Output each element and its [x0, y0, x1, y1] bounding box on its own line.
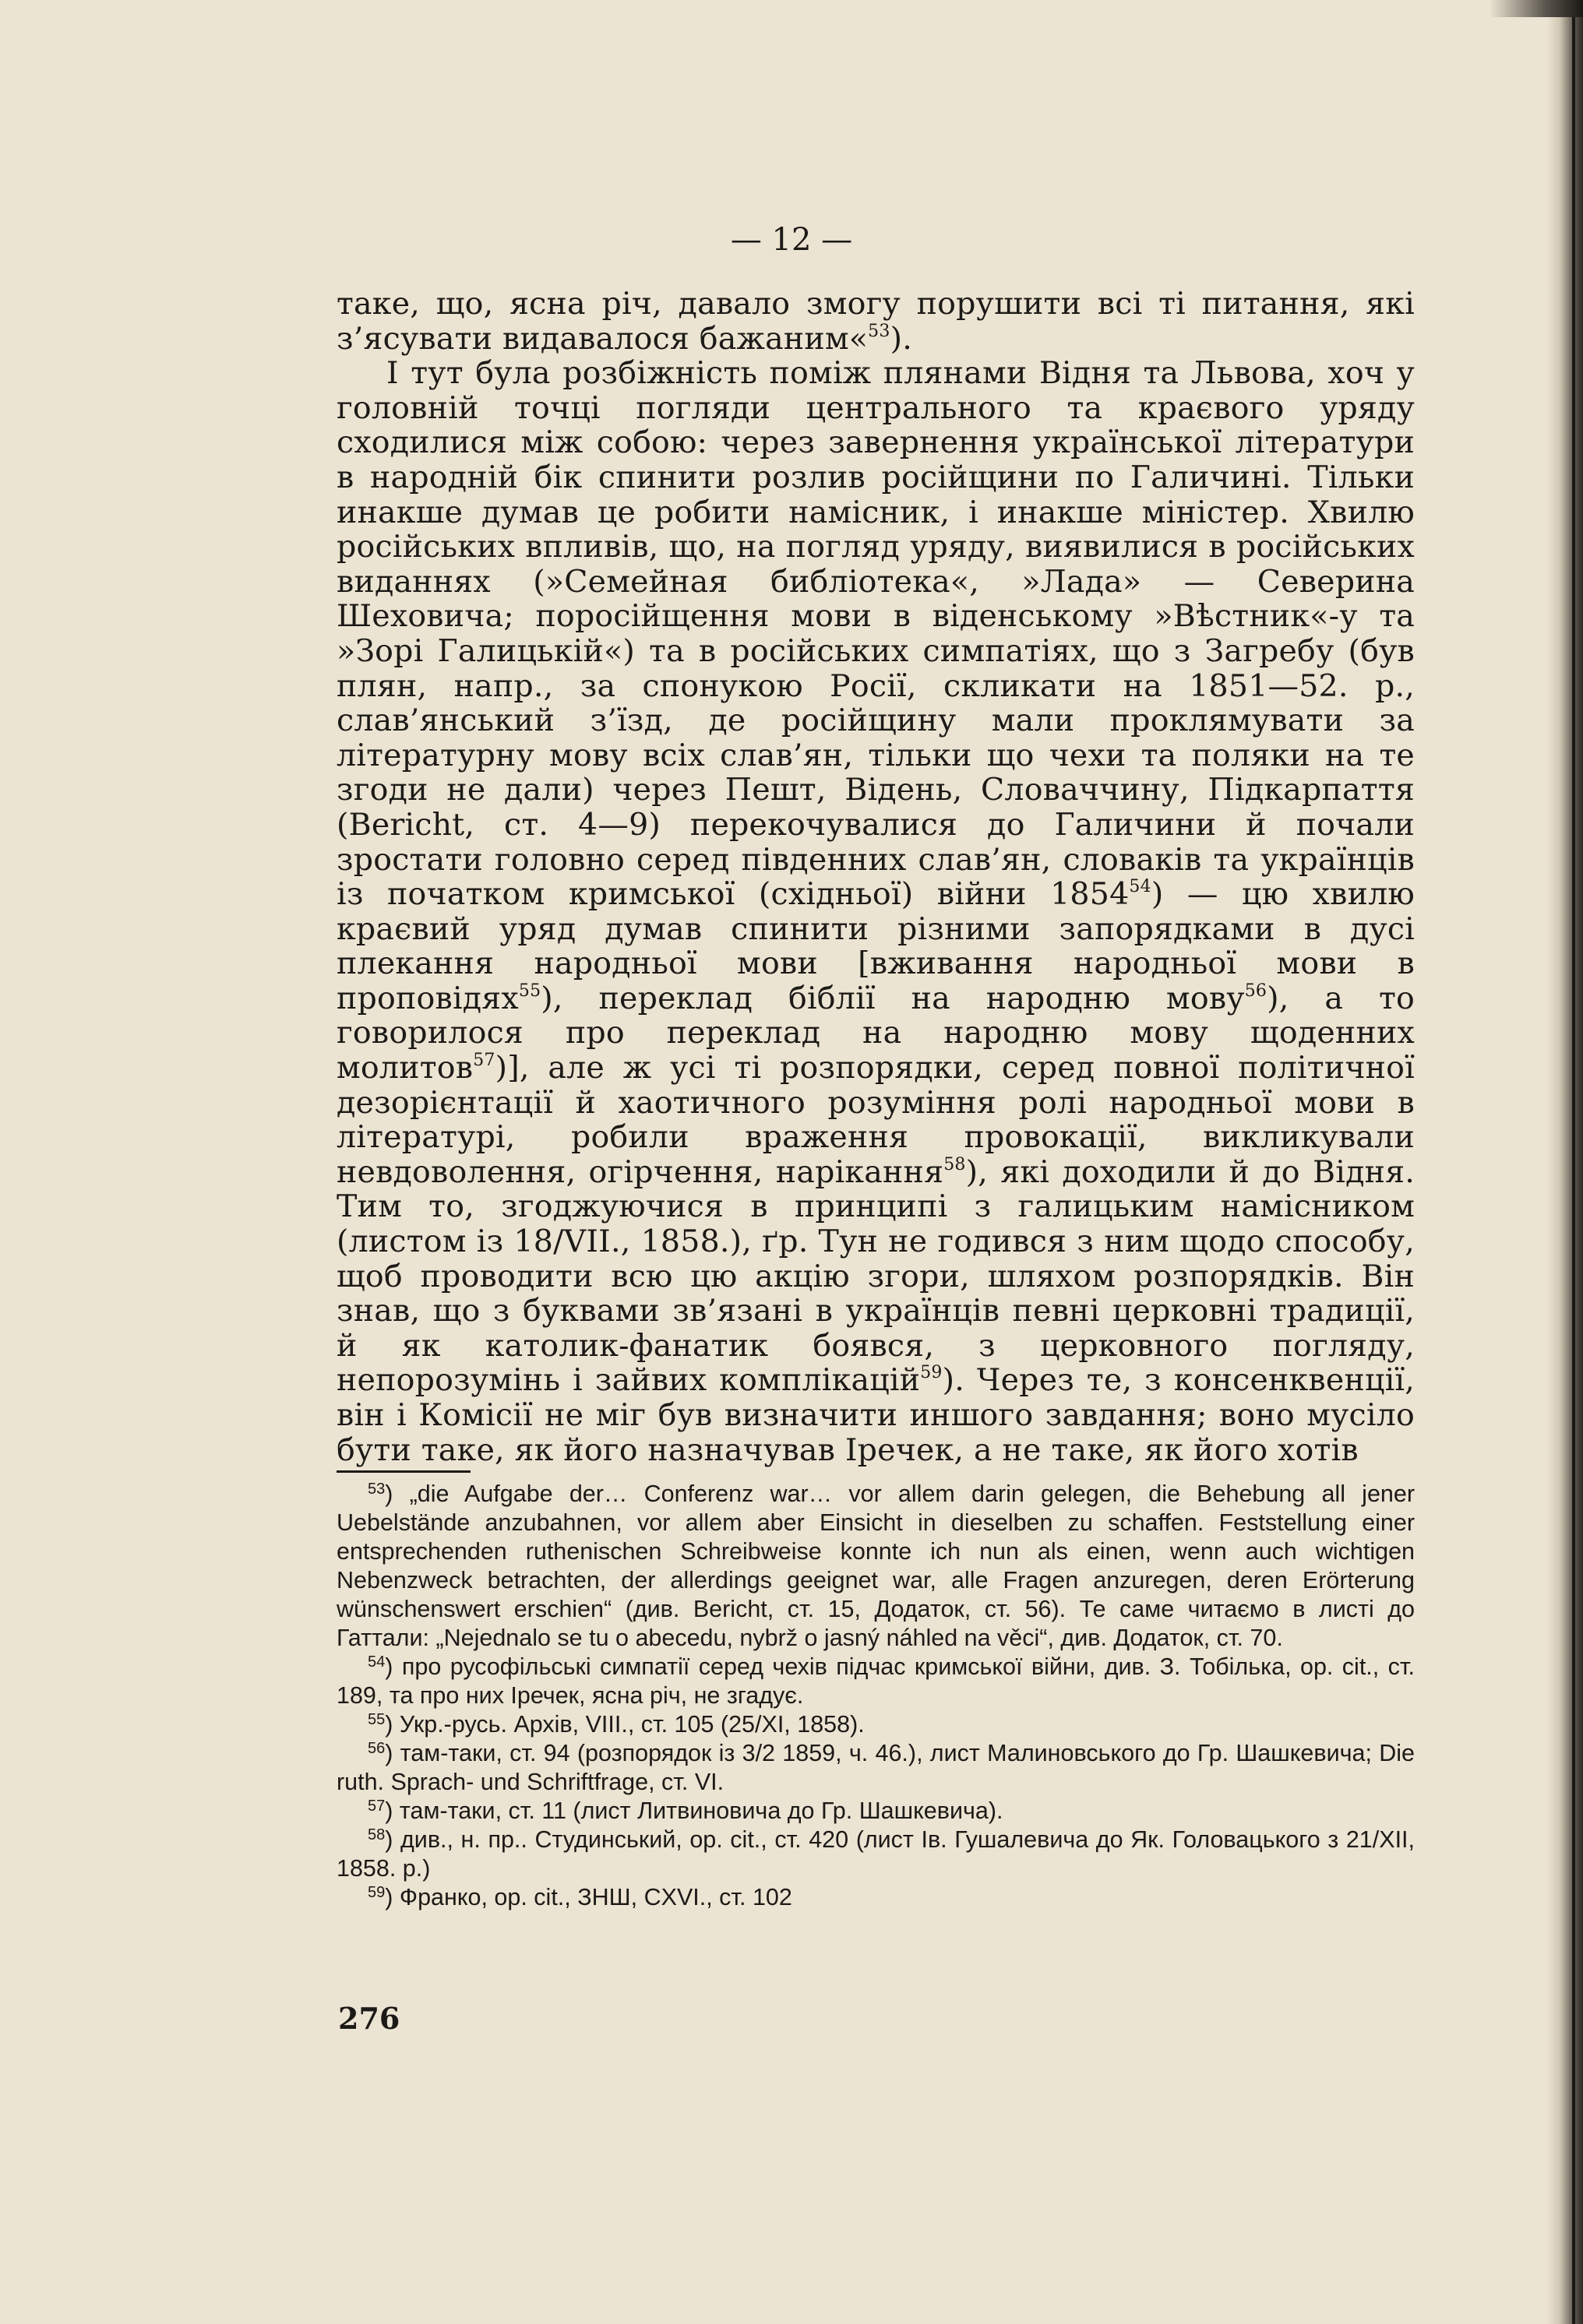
- scan-edge-line: [1572, 0, 1575, 2324]
- footnote-55: $^{55}$) Укр.-русь. Архів, VIII., ст. 105 (25/XI, 1858).: [368, 1711, 865, 1738]
- printer-signature: 276: [338, 2001, 400, 2036]
- paragraph-2: І тут була розбіжність поміж плянами Відня та Львова, хоч у головній точці погляди центрального та краєвого уряду сходилися між собою: через завернення української літератури в народній бік спинити розлив російщини по Галичині. Тільки инакше думав це робити намісник, і инакше міністер. Хвилю російських впливів, що, на погляд уряду, виявилися в російських виданнях (»Семейная библіотека«, »Лада» — Северина Шеховича; поросійщення мови в віденському »Вѣстник«-у та »Зорі Галицькій«) та в російських симпатіях, що з Загребу (був плян, напр., за спонукою Росії, скликати на 1851—52. р., слав’янський з’їзд, де російщину мали проклямувати за літературну мову всіх слав’ян, тільки що чехи та поляки на те згоди не дали) через Пешт, Відень, Словаччину, Підкарпаття (Bericht, ст. 4—9) перекочувалися до Галичини й почали зростати головно серед південних слав’ян, словаків та українців із початком кримської (східньої) війни 1854$^{54}$) — цю хвилю краєвий уряд думав спинити різними запорядками в дусі плекання народньої мови [вживання народньої мови в проповідях$^{55}$), переклад біблії на народню мову$^{56}$), а то говорилося про переклад на народню мову щоденних молитов$^{57}$)], але ж усі ті розпорядки, серед повної політичної дезорієнтації й хаотичного розуміння ролі народньої мови в літературі, робили враження провокації, викликували невдоволення, огірчення, нарікання$^{58}$), які доходили й до Відня. Тим то, згоджуючися в принципі з галицьким намісником (листом із 18/VII., 1858.), ґр. Тун не годився з ним щодо способу, щоб проводити всю цю акцію згори, шляхом розпорядків. Він знав, що з буквами зв’язані в українців певні церковні традиції, й як католик-фанатик боявся, з церковного погляду, непорозумінь і зайвих комплікацій$^{59}$). Через те, з консенквенції, він і Комісії не міг був визначити иншого завдання; воно мусіло бути таке, як його назначував Іречек, а не таке, як його хотів: [337, 355, 1416, 1468]
- footnotes: [337, 1480, 1415, 1912]
- footnote-ref-53[interactable]: 53: [868, 321, 890, 341]
- scan-edge-top: [1490, 0, 1583, 17]
- page-number-header: — 12 —: [730, 222, 853, 258]
- footnote-57: $^{57}$) там-таки, ст. 11 (лист Литвиновича до Гр. Шашкевича).: [368, 1798, 1003, 1824]
- footnote-ref-58[interactable]: 58: [943, 1154, 966, 1174]
- paragraph-1: таке, що, ясна річ, давало змогу порушити всі ті питання, які з’ясувати видавалося бажаним«$^{53}$).: [337, 286, 1415, 357]
- main-text: [337, 287, 1415, 1467]
- footnote-53: $^{53}$) „die Aufgabe der… Conferenz war… vor allem darin gelegen, die Behebung all jener Uebelstände anzubahnen, vor allem aber Einsicht in dieselben zu schaffen. Feststellung einer entsprechenden ruthenischen Schreibweise konnte ich nun als einen, wenn auch wichtigen Nebenzweck betrachten, der allerdings geeignet war, alle Fragen anzuregen, deren Erörterung wünschenswert erschien“ (див. Bericht, ст. 15, Додаток, ст. 56). Те саме читаємо в листі до Гаттали: „Nejednalo se tu o abecedu, nybrž o jasný náhled na věci“, див. Додаток, ст. 70.: [337, 1481, 1415, 1651]
- footnote-59: $^{59}$) Франко, op. cit., ЗНШ, CXVI., ст. 102: [368, 1884, 792, 1910]
- footnote-58: $^{58}$) див., н. пр.. Студинський, op. cit., ст. 420 (лист Ів. Гушалевича до Як. Головацького з 21/XII, 1858. р.): [337, 1826, 1415, 1882]
- footnote-ref-59[interactable]: 59: [920, 1363, 943, 1383]
- footnote-separator: [337, 1470, 471, 1473]
- scan-edge-shadow: [1547, 0, 1583, 2324]
- footnote-56: $^{56}$) там-таки, ст. 94 (розпорядок із 3/2 1859, ч. 46.), лист Малиновського до Гр. Шашкевича; Die ruth. Sprach- und Schriftfrage, ст. VI.: [337, 1740, 1415, 1795]
- footnote-ref-56[interactable]: 56: [1244, 981, 1267, 1001]
- footnote-ref-57[interactable]: 57: [473, 1051, 495, 1071]
- footnote-ref-55[interactable]: 55: [518, 981, 541, 1001]
- footnote-ref-54[interactable]: 54: [1129, 877, 1151, 897]
- footnote-54: $^{54}$) про русофільські симпатії серед чехів підчас кримської війни, див. З. Тобілька, op. cit., ст. 189, та про них Іречек, ясна річ, не згадує.: [337, 1653, 1415, 1709]
